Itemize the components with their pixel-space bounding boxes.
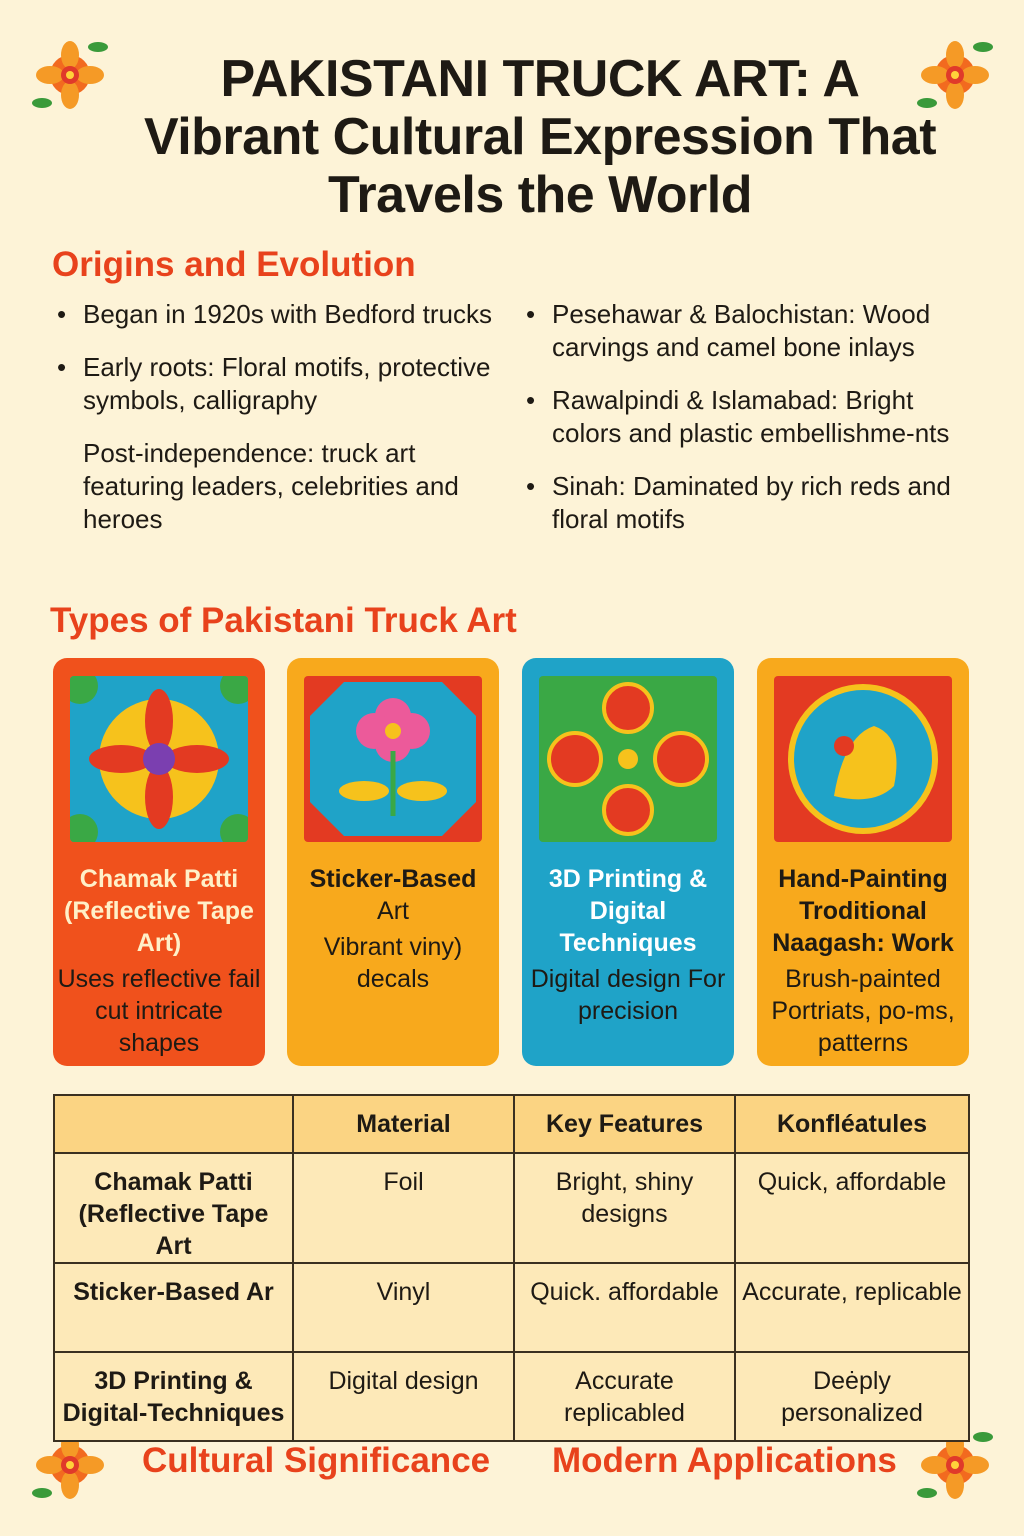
floral-art-image xyxy=(70,676,248,842)
table-header-row xyxy=(54,1095,969,1153)
row-header-cell: Chamak Patti (Reflective Tape Art xyxy=(54,1153,293,1263)
table-cell: Accurate, replicable xyxy=(735,1263,969,1352)
table-cell: Bright, shiny designs xyxy=(514,1153,735,1263)
page-title xyxy=(60,50,1020,224)
table-cell: Vinyl xyxy=(293,1263,514,1352)
table-cell: Foil xyxy=(293,1153,514,1263)
list-item: • Began in 1920s with Bedford trucks xyxy=(55,298,495,331)
table-row xyxy=(54,1263,969,1352)
header-cell xyxy=(54,1095,293,1153)
table-row xyxy=(54,1352,969,1441)
row-header-cell: 3D Printing & Digital-Techniques xyxy=(54,1352,293,1441)
table-cell: Deėply personalized xyxy=(735,1352,969,1441)
table-cell: Quick. affordable xyxy=(514,1263,735,1352)
card-sticker-based xyxy=(287,658,499,1066)
table-cell: Accurate replicabled xyxy=(514,1352,735,1441)
rosette-art-image xyxy=(539,676,717,842)
cultural-significance-heading: Cultural Significance xyxy=(142,1441,491,1480)
table-cell: Quick, affordable xyxy=(735,1153,969,1263)
list-item: Post-independence: truck art featuring leaders, celebrities and heroes xyxy=(83,438,459,534)
modern-applications-heading: Modern Applications xyxy=(552,1441,897,1480)
list-item: • Rawalpindi & Islamabad: Bright colors and plastic embellishme-nts xyxy=(524,384,964,450)
table-row xyxy=(54,1153,969,1263)
list-item: • Sinah: Daminated by rich reds and floral motifs xyxy=(524,470,964,536)
types-heading: Types of Pakistani Truck Art xyxy=(50,601,517,640)
flower-art-image xyxy=(304,676,482,842)
comparison-table xyxy=(53,1094,970,1442)
origins-left-list xyxy=(55,298,495,556)
origins-heading: Origins and Evolution xyxy=(52,245,416,284)
card-title: Hand-Painting Troditional Naagash: Work xyxy=(772,865,954,957)
list-item: • Pesehawar & Balochistan: Wood carvings and camel bone inlays xyxy=(524,298,964,364)
title-line: Vibrant Cultural Expression That xyxy=(143,108,937,166)
list-item: • Early roots: Floral motifs, protective symbols, calligraphy xyxy=(55,351,495,417)
card-3d-printing xyxy=(522,658,734,1066)
rooster-art-image xyxy=(774,676,952,842)
card-subtitle: Art xyxy=(377,897,409,925)
header-cell: Konfléatules xyxy=(735,1095,969,1153)
origins-right-list xyxy=(524,298,964,556)
card-title: Sticker-Based xyxy=(309,865,477,893)
card-description: Digital design For precision xyxy=(530,965,726,1025)
title-line: Travels the World xyxy=(327,166,752,224)
table-cell: Digital design xyxy=(293,1352,514,1441)
card-title: 3D Printing & Digital Techniques xyxy=(548,865,708,957)
card-chamak-patti xyxy=(53,658,265,1066)
header-cell: Key Features xyxy=(514,1095,735,1153)
title-line: PAKISTANI TRUCK ART: A xyxy=(220,50,860,108)
card-hand-painting xyxy=(757,658,969,1066)
card-description: Vibrant viny) decals xyxy=(323,933,463,993)
header-cell: Material xyxy=(293,1095,514,1153)
card-description: Uses reflective fail cut intricate shapes xyxy=(57,965,261,1057)
card-description: Brush-painted Portriats, po-ms, patterns xyxy=(771,965,955,1057)
row-header-cell: Sticker-Based Ar xyxy=(54,1263,293,1352)
card-title: Chamak Patti (Reflective Tape Art) xyxy=(64,865,254,957)
